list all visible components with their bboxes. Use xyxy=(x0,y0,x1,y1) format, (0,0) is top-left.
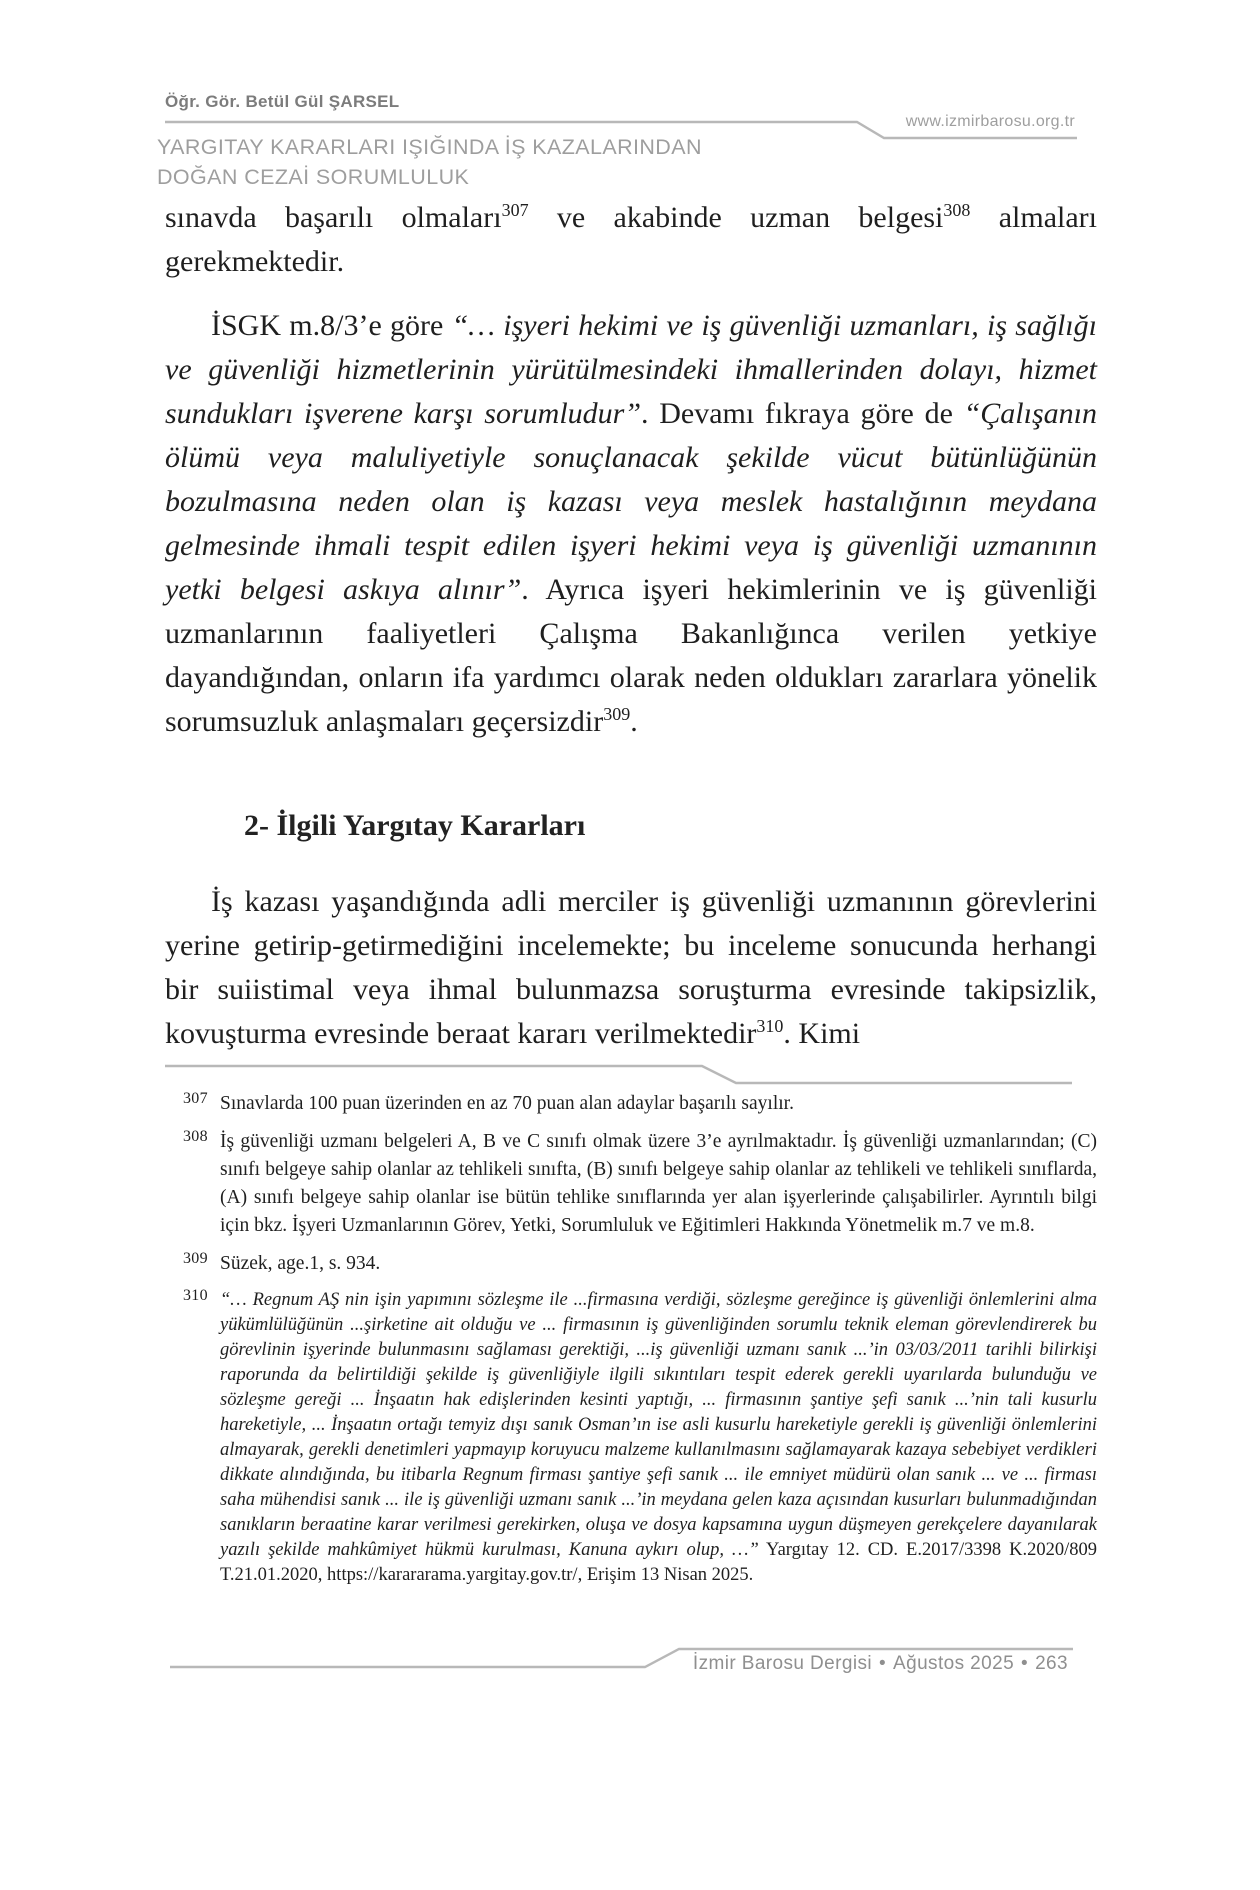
footnote-text: Süzek, age.1, s. 934. xyxy=(220,1253,381,1274)
journal-name: İzmir Barosu Dergisi xyxy=(692,1653,872,1674)
footer-separator: • xyxy=(1021,1653,1029,1674)
section-heading: 2- İlgili Yargıtay Kararları xyxy=(244,809,586,842)
footnote-text: İş güvenliği uzmanı belgeleri A, B ve C sınıfı olmak üzere 3’e ayrılmaktadır. İş güvenliği uzmanlarından; (C) sınıfı belgeye sahip olanlar az tehlikeli sınıfta, (B) sınıfı belgeye sahip olanlar az tehlikeli ve tehlikeli sınıflarda, (A) sınıfı belgeye sahip olanlar ise bütün tehlike sınıflarında yer alan işyerlerinde çalışabilirler. Ayrıntılı bilgi için bkz. İşyeri Uzmanlarının Görev, Yetki, Sorumluluk ve Eğitimleri Hakkında Yönetmelik m.7 ve m.8. xyxy=(220,1131,1097,1236)
journal-issue: Ağustos 2025 xyxy=(893,1653,1015,1674)
footnote-310 xyxy=(165,1288,1097,1588)
author-name: Öğr. Gör. Betül Gül ŞARSEL xyxy=(165,92,400,111)
footnote-number: 308 xyxy=(183,1128,208,1145)
footnote-number: 310 xyxy=(183,1287,208,1304)
footnote-307 xyxy=(165,1090,1097,1118)
body-paragraph-3: İş kazası yaşandığında adli merciler iş güvenliği uzmanının görevlerini yerine getirip-getirmediğini incelemekte; bu inceleme sonucunda herhangi bir suiistimal veya ihmal bulunmazsa soruşturma evresinde takipsizlik, kovuşturma evresinde beraat kararı verilmektedir$^{310}$. Kimi xyxy=(165,885,1097,1050)
footnote-text: Sınavlarda 100 puan üzerinden en az 70 puan alan adaylar başarılı sayılır. xyxy=(220,1093,794,1114)
article-title xyxy=(157,132,702,192)
page-number: 263 xyxy=(1035,1653,1068,1674)
page-footer xyxy=(693,1653,1068,1675)
body-paragraph-1: sınavda başarılı olmaları$^{307}$ ve akabinde uzman belgesi$^{308}$ almaları gerekmektedir. xyxy=(165,200,1098,278)
article-body xyxy=(165,196,1097,1056)
footnotes-section xyxy=(165,1090,1097,1588)
footnote-separator-rule xyxy=(165,1066,1072,1083)
footnote-number: 307 xyxy=(183,1090,208,1107)
footnote-309 xyxy=(165,1250,1097,1278)
footnote-text: “… Regnum AŞ nin işin yapımını sözleşme ile ...firmasına verdiği, sözleşme gereğince iş güvenliği önlemlerini alma yükümlülüğünün ...şirketine ait olduğu ve ... firmasının iş güvenliğinden sorumlu teknik eleman görevlendirerek bu görevlinin işyerinde bulunmasını sağlaması gerektiği, ...iş güvenliği uzmanı sanık ...’in 03/03/2011 tarihli bilirkişi raporunda da belirtildiği şekilde iş güvenliğiyle ilgili sıkıntıları tespit ederek gerekli uyarılarda bulunduğu ve sözleşme gereği ... İnşaatın hak edişlerinden kesinti yaptığı, ... firmasının şantiye şefi sanık ...’nin tali kusurlu hareketiyle, ... İnşaatın ortağı temyiz dışı sanık Osman’ın ise asli kusurlu hareketiyle gerekli iş güvenliği önlemlerini almayarak, gerekli denetimleri yapmayıp koruyucu malzeme kullanılmasını sağlamayarak kazaya sebebiyet verdikleri dikkate alındığında, bu itibarla Regnum firması şantiye şefi sanık ... ile emniyet müdürü olan sanık ... ve ... firması saha mühendisi sanık ... ile iş güvenliği uzmanı sanık ...’in meydana gelen kaza açısından kusurları bulunmadığından sanıkların beraatine karar verilmesi gerekirken, oluşa ve dosya kapsamına uygun düşmeyen gerekçelere dayanılarak yazılı şekilde mahkûmiyet hükmü kurulması, Kanuna aykırı olup, …” Yargıtay 12. CD. E.2017/3398 K.2020/809 T.21.01.2020, https://karararama.yargitay.gov.tr/, Erişim 13 Nisan 2025. xyxy=(220,1290,1097,1585)
footer-separator: • xyxy=(878,1653,887,1674)
article-title-line2: DOĞAN CEZAİ SORUMLULUK xyxy=(157,165,470,189)
footnote-number: 309 xyxy=(183,1250,208,1267)
body-paragraph-2: İSGK m.8/3’e göre “… işyeri hekimi ve iş güvenliği uzmanları, iş sağlığı ve güvenliği hizmetlerinin yürütülmesindeki ihmallerinden dolayı, hizmet sundukları işverene karşı sorumludur”. Devamı fıkraya göre de “Çalışanın ölümü veya maluliyetiyle sonuçlanacak şekilde vücut bütünlüğünün bozulmasına neden olan iş kazası veya meslek hastalığının meydana gelmesinde ihmali tespit edilen işyeri hekimi veya iş güvenliği uzmanının yetki belgesi askıya alınır”. Ayrıca işyeri hekimlerinin ve iş güvenliği uzmanlarının faaliyetleri Çalışma Bakanlığınca verilen yetkiye dayandığından, onların ifa yardımcı olarak neden oldukları zararlara yönelik sorumsuzluk anlaşmaları geçersizdir$^{309}$. xyxy=(165,309,1097,738)
article-title-line1: YARGITAY KARARLARI IŞIĞINDA İŞ KAZALARINDAN xyxy=(157,135,702,159)
footnote-308 xyxy=(165,1128,1097,1240)
website-url: www.izmirbarosu.org.tr xyxy=(905,113,1075,130)
